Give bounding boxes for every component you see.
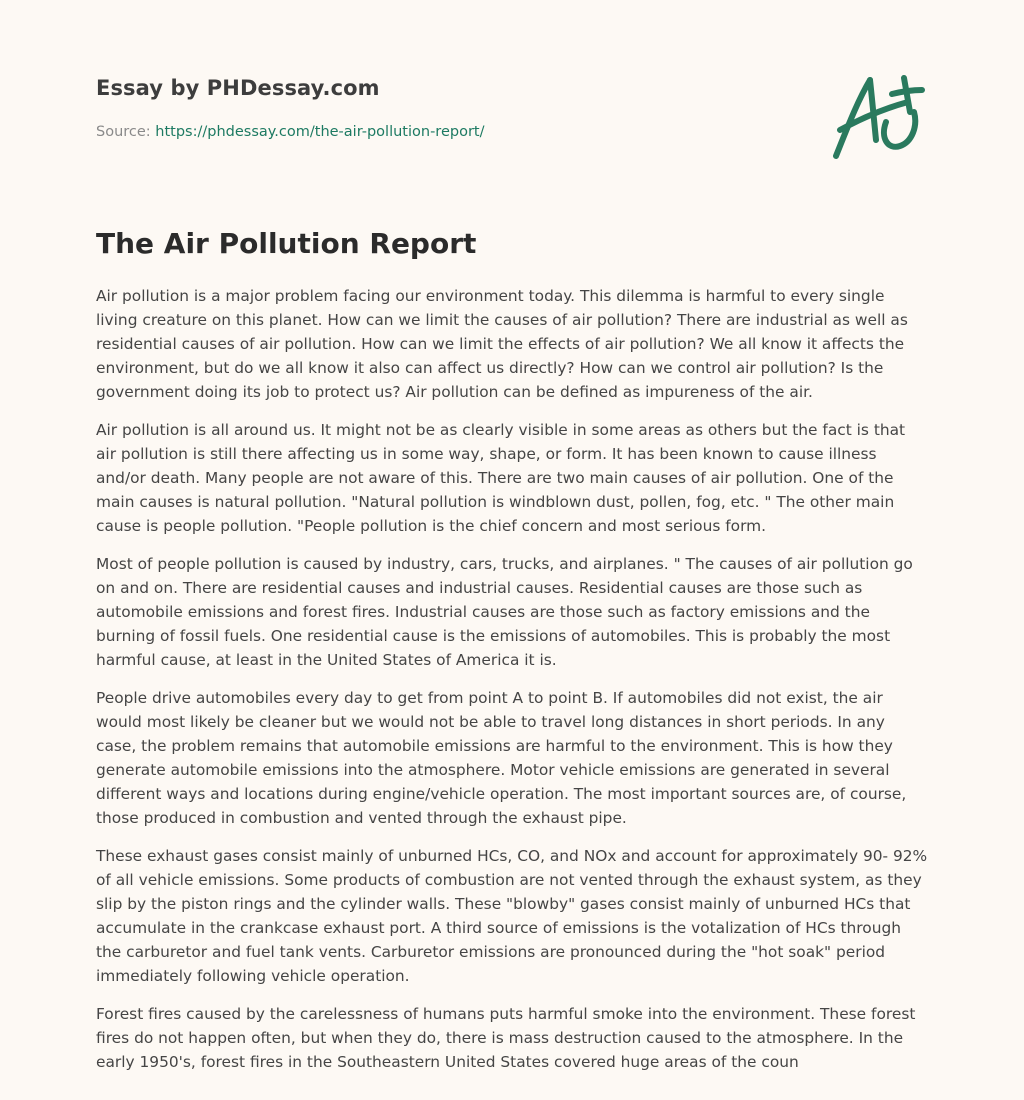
- source-link[interactable]: https://phdessay.com/the-air-pollution-report/: [155, 124, 485, 140]
- a-plus-grade-icon: [828, 68, 928, 164]
- site-brand: Essay by PHDessay.com: [96, 76, 380, 100]
- source-line: [96, 124, 484, 140]
- essay-paragraph: People drive automobiles every day to get from point A to point B. If automobiles did not exist, the air would most likely be cleaner but we would not be able to travel long distances in short periods. In any case, the problem remains that automobile emissions are harmful to the environment. This is how they generate automobile emissions into the atmosphere. Motor vehicle emissions are generated in several different ways and locations during engine/vehicle operation. The most important sources are, of course, those produced in combustion and vented through the exhaust pipe.: [96, 689, 907, 827]
- source-label: Source:: [96, 124, 151, 140]
- essay-body: [96, 284, 928, 1074]
- essay-title: The Air Pollution Report: [96, 227, 477, 260]
- page-header: [96, 0, 928, 170]
- essay-paragraph: Forest fires caused by the carelessness of humans puts harmful smoke into the environment. These forest fires do not happen often, but when they do, there is mass destruction caused to the atmosphere. In the early 1950's, forest fires in the Southeastern United States covered huge areas of the coun: [96, 1005, 916, 1071]
- essay-paragraph: These exhaust gases consist mainly of unburned HCs, CO, and NOx and account for approximately 90- 92% of all vehicle emissions. Some products of combustion are not vented through the exhaust system, as they slip by the piston rings and the cylinder walls. These "blowby" gases consist mainly of unburned HCs that accumulate in the crankcase exhaust port. A third source of emissions is the votalization of HCs through the carburetor and fuel tank vents. Carburetor emissions are pronounced during the "hot soak" period immediately following vehicle operation.: [96, 847, 928, 985]
- essay-paragraph: Most of people pollution is caused by industry, cars, trucks, and airplanes. " The causes of air pollution go on and on. There are residential causes and industrial causes. Residential causes are those such as automobile emissions and forest fires. Industrial causes are those such as factory emissions and the burning of fossil fuels. One residential cause is the emissions of automobiles. This is probably the most harmful cause, at least in the United States of America it is.: [96, 555, 913, 669]
- essay-paragraph: Air pollution is all around us. It might not be as clearly visible in some areas as others but the fact is that air pollution is still there affecting us in some way, shape, or form. It has been known to cause illness and/or death. Many people are not aware of this. There are two main causes of air pollution. One of the main causes is natural pollution. "Natural pollution is windblown dust, pollen, fog, etc. " The other main cause is people pollution. "People pollution is the chief concern and most serious form.: [96, 421, 906, 535]
- essay-paragraph: Air pollution is a major problem facing our environment today. This dilemma is harmful to every single living creature on this planet. How can we limit the causes of air pollution? There are industrial as well as residential causes of air pollution. How can we limit the effects of air pollution? We all know it affects the environment, but do we all know it also can affect us directly? How can we control air pollution? Is the government doing its job to protect us? Air pollution can be defined as impureness of the air.: [96, 287, 908, 401]
